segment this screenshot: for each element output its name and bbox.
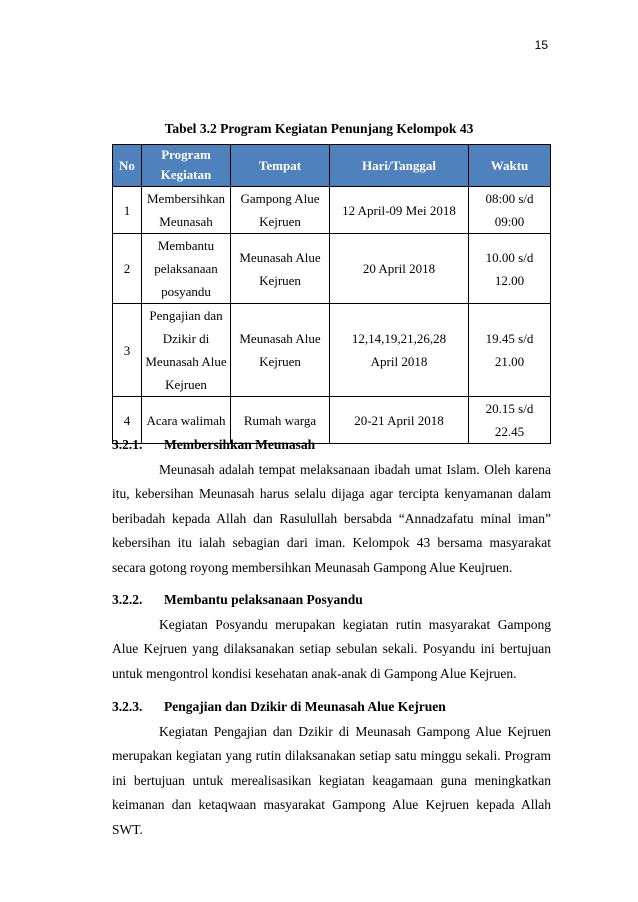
page-number: 15: [534, 38, 548, 52]
cell-line: 20-21 April 2018: [354, 412, 444, 428]
section-posyandu: [112, 588, 551, 686]
cell-line: Membantu: [157, 238, 215, 253]
cell-line: 12 April-09 Mei 2018: [342, 202, 456, 218]
section-number: 3.2.2.: [112, 592, 143, 607]
header-tempat: Tempat: [231, 145, 330, 187]
section-title: Membersihkan Meunasah: [164, 437, 316, 452]
cell-waktu: 10.00 s/d 12.00: [469, 234, 551, 304]
cell-waktu: 08:00 s/d 09:00: [469, 187, 551, 234]
section-membersihkan-meunasah: [112, 433, 551, 581]
cell-no: 2: [113, 234, 142, 304]
table-row: [113, 304, 551, 397]
header-program-line1: Program: [161, 147, 211, 162]
cell-line: Kejruen: [165, 377, 207, 392]
cell-line: Acara walimah: [146, 412, 226, 428]
section-title: Membantu pelaksanaan Posyandu: [164, 592, 363, 607]
section-heading: [112, 588, 551, 613]
header-hari: Hari/Tanggal: [330, 145, 469, 187]
cell-line: Pengajian dan: [149, 308, 223, 323]
section-pengajian-dzikir: [112, 695, 551, 843]
cell-line: April 2018: [370, 354, 428, 369]
table-row: [113, 234, 551, 304]
section-body: Kegiatan Posyandu merupakan kegiatan rutin masyarakat Gampong Alue Kejruen yang dilaksanakan setiap sebulan sekali. Posyandu ini bertujuan untuk mengontrol kondisi kesehatan anak-anak di Gampong Alue Kejruen.: [112, 616, 551, 681]
cell-tempat: [231, 234, 330, 304]
table-row: [113, 187, 551, 234]
cell-line: Meunasah Alue: [239, 331, 321, 346]
section-heading: [112, 695, 551, 720]
cell-line: Kejruen: [259, 214, 301, 229]
cell-line: 12,14,19,21,26,28: [351, 331, 447, 346]
cell-waktu: 20.15 s/d 22.45: [469, 397, 551, 444]
cell-hari: [330, 234, 469, 304]
cell-line: Rumah warga: [243, 412, 317, 428]
section-title: Pengajian dan Dzikir di Meunasah Alue Kejruen: [164, 699, 446, 714]
cell-program: [142, 304, 231, 397]
cell-waktu: 19.45 s/d 21.00: [469, 304, 551, 397]
cell-line: Membersihkan: [147, 191, 225, 206]
cell-line: pelaksanaan: [154, 261, 218, 276]
cell-program: [142, 187, 231, 234]
cell-line: Kejruen: [259, 272, 301, 288]
section-number: 3.2.3.: [112, 699, 143, 714]
header-program: [142, 145, 231, 187]
section-number: 3.2.1.: [112, 437, 143, 452]
cell-no: 3: [113, 304, 142, 397]
cell-hari: [330, 187, 469, 234]
cell-line: Gampong Alue: [240, 191, 320, 206]
cell-no: 4: [113, 397, 142, 444]
table-header-row: [113, 145, 551, 187]
section-heading: [112, 433, 551, 458]
cell-tempat: [231, 304, 330, 397]
cell-program: [142, 234, 231, 304]
header-no: No: [113, 145, 142, 187]
cell-line: Meunasah Alue: [239, 249, 321, 265]
cell-line: Meunasah: [159, 214, 213, 229]
cell-line: Dzikir di: [162, 331, 210, 346]
cell-line: Kejruen: [259, 354, 301, 369]
cell-line: 20 April 2018: [362, 261, 436, 276]
table-title: Tabel 3.2 Program Kegiatan Penunjang Kelompok 43: [164, 121, 474, 136]
cell-line: posyandu: [161, 284, 211, 299]
cell-tempat: [231, 187, 330, 234]
cell-line: Meunasah Alue: [145, 354, 227, 369]
header-program-line2: Kegiatan: [160, 167, 212, 182]
program-table: [112, 144, 551, 444]
section-body: Kegiatan Pengajian dan Dzikir di Meunasah Gampong Alue Kejruen merupakan kegiatan yang rutin dilaksanakan setiap satu minggu sekali. Program ini bertujuan untuk merealisasikan kegiatan keagamaan guna meningkatkan keimanan dan ketaqwaan masyarakat Gampong Alue Kejruen kepada Allah SWT.: [112, 723, 551, 837]
section-body: Meunasah adalah tempat melaksanaan ibadah umat Islam. Oleh karena itu, kebersihan Meunasah harus selalu dijaga agar tercipta kenyamanan dalam beribadah kepada Allah dan Rasulullah bersabda “Annadzafatu minal iman” kebersihan itu ialah sebagian dari iman. Kelompok 43 bersama masyarakat secara gotong royong membersihkan Meunasah Gampong Alue Keujruen.: [112, 461, 551, 575]
header-waktu: Waktu: [469, 145, 551, 187]
cell-no: 1: [113, 187, 142, 234]
cell-hari: [330, 304, 469, 397]
